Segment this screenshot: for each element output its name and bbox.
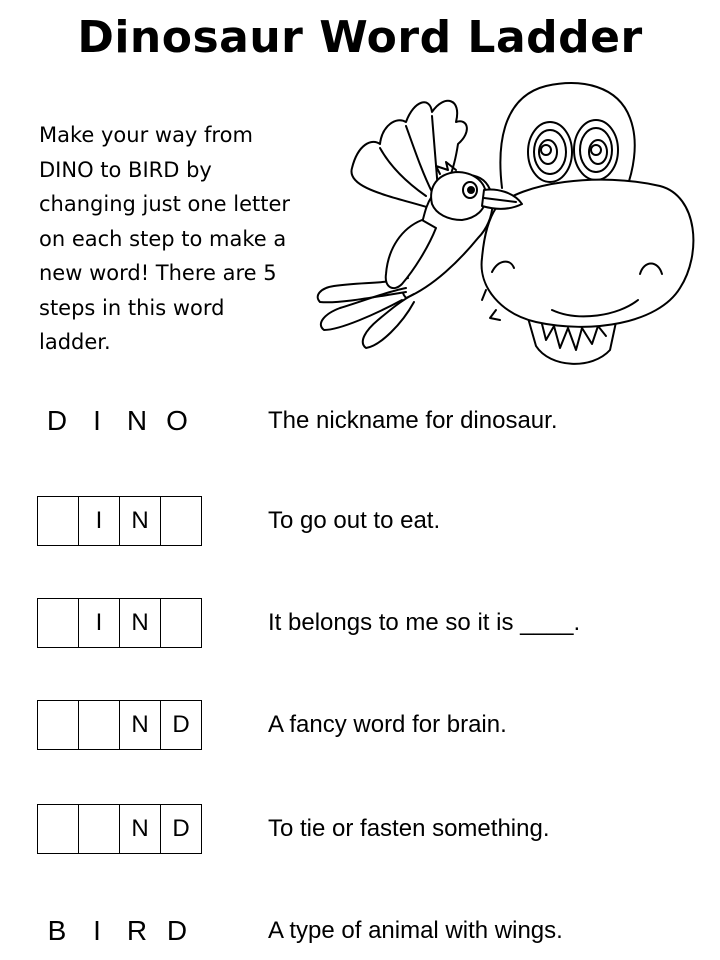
instructions-line: ladder. <box>39 330 111 354</box>
letter-box[interactable]: N <box>119 700 160 750</box>
ladder-row-2 <box>0 598 720 648</box>
ladder-row-1 <box>0 496 720 546</box>
letter-box[interactable]: I <box>78 496 119 546</box>
word-letter: I <box>93 915 101 946</box>
page-title: Dinosaur Word Ladder <box>77 12 643 63</box>
ladder-row-3 <box>0 700 720 750</box>
letter-box[interactable] <box>37 496 78 546</box>
letter-box[interactable]: D <box>160 700 202 750</box>
instructions-line: new word! There are 5 <box>39 261 277 285</box>
clue-text: A type of animal with wings. <box>268 917 563 944</box>
ladder-row-4 <box>0 804 720 854</box>
letter-box[interactable]: N <box>119 598 160 648</box>
instructions <box>39 118 329 360</box>
instructions-line: on each step to make a <box>39 226 287 251</box>
word-letter: D <box>166 915 188 946</box>
clue-text: To go out to eat. <box>268 507 441 534</box>
letter-box[interactable] <box>78 700 119 750</box>
instructions-line: changing just one letter <box>39 192 291 216</box>
instructions-line: Make your way from <box>39 123 253 147</box>
letter-box[interactable] <box>160 496 202 546</box>
start-word <box>37 396 207 446</box>
letter-boxes <box>37 598 202 648</box>
word-letter: D <box>46 405 68 436</box>
letter-boxes <box>37 700 202 750</box>
word-letter: I <box>93 405 101 436</box>
letter-box[interactable] <box>37 804 78 854</box>
letter-box[interactable] <box>160 598 202 648</box>
word-letter: B <box>47 915 67 946</box>
dinosaur-and-bird-icon <box>310 78 710 378</box>
letter-boxes <box>37 496 202 546</box>
letter-box[interactable]: I <box>78 598 119 648</box>
clue-text: To tie or fasten something. <box>268 815 550 842</box>
letter-box[interactable]: N <box>119 496 160 546</box>
clue-text: It belongs to me so it is ____. <box>268 609 581 636</box>
letter-box[interactable]: N <box>119 804 160 854</box>
letter-box[interactable] <box>78 804 119 854</box>
letter-box[interactable] <box>37 598 78 648</box>
clue-text: A fancy word for brain. <box>268 711 507 738</box>
end-word <box>37 906 207 956</box>
instructions-line: steps in this word <box>39 295 225 320</box>
instructions-line: DINO to BIRD by <box>39 157 212 182</box>
word-letter: N <box>126 405 148 436</box>
ladder-row-start <box>0 396 720 446</box>
clue-text: The nickname for dinosaur. <box>268 407 558 434</box>
word-letter: R <box>126 915 148 946</box>
letter-boxes <box>37 804 202 854</box>
ladder-row-end <box>0 906 720 956</box>
letter-box[interactable] <box>37 700 78 750</box>
letter-box[interactable]: D <box>160 804 202 854</box>
word-letter: O <box>166 405 188 436</box>
